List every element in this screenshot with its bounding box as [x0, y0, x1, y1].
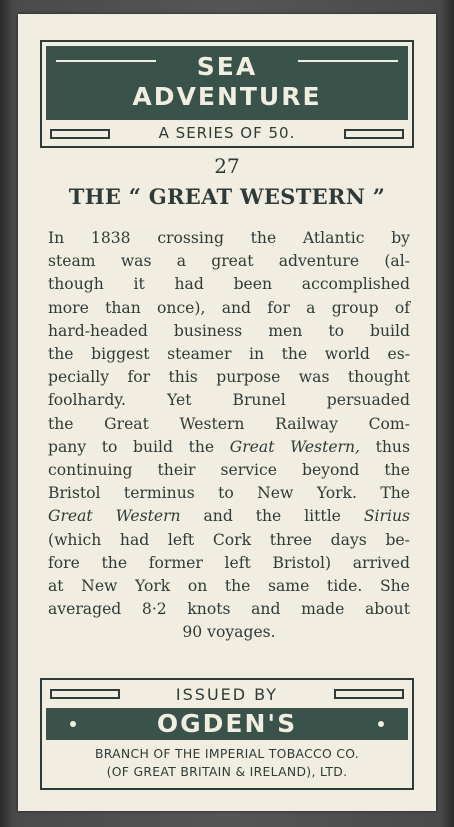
body-line: [48, 389, 410, 412]
body-word: accomplished: [301, 275, 410, 294]
body-word: adventure: [278, 252, 360, 271]
body-word: to: [328, 321, 344, 340]
body-word: in: [248, 345, 265, 364]
body-word: terminus: [123, 484, 195, 503]
body-word: continuing: [48, 461, 133, 480]
body-word: days: [330, 530, 367, 549]
body-word: made: [301, 600, 345, 619]
body-word: left: [167, 530, 195, 549]
body-word: New: [81, 577, 118, 596]
body-word: (which: [48, 530, 102, 549]
body-line: [48, 366, 410, 389]
body-word: and: [221, 298, 252, 317]
body-word: crossing: [157, 229, 224, 247]
body-word: for: [127, 368, 151, 387]
body-word: on: [187, 577, 208, 596]
body-word: was: [298, 368, 330, 387]
body-word: Bristol: [48, 484, 101, 503]
body-word: the: [48, 414, 74, 433]
body-word: former: [148, 553, 203, 572]
body-word: the: [255, 507, 282, 526]
body-word: Bristol): [272, 553, 332, 572]
body-word: and: [251, 600, 281, 619]
body-word: though: [48, 275, 104, 294]
body-word: a: [306, 298, 316, 317]
body-word: pany: [48, 437, 87, 456]
body-word: beyond: [301, 461, 360, 480]
body-word: Brunel: [232, 391, 286, 410]
header-title-block: [46, 46, 408, 120]
body-word: the: [250, 229, 277, 247]
body-word: a: [176, 252, 187, 271]
body-word: 1838: [90, 229, 131, 247]
body-line: [48, 343, 410, 366]
body-word: build: [370, 321, 410, 340]
body-word: be-: [385, 530, 410, 549]
body-word: men: [268, 321, 303, 340]
body-word: this: [168, 368, 198, 387]
body-word: was: [120, 252, 152, 271]
cigarette-card: [18, 14, 436, 811]
title-line-2: ADVENTURE: [132, 82, 322, 111]
body-word: thought: [347, 368, 410, 387]
body-line: [48, 529, 410, 552]
body-word: business: [173, 321, 243, 340]
body-word: knots: [187, 600, 231, 619]
body-word: pecially: [48, 368, 110, 387]
body-line: [48, 621, 410, 644]
body-word: Western,: [290, 437, 361, 456]
body-line: [48, 552, 410, 575]
body-word: New: [257, 484, 294, 503]
company-banner: [46, 708, 408, 740]
body-word: the: [48, 345, 74, 364]
body-word: by: [391, 229, 410, 247]
body-word: their: [157, 461, 196, 480]
body-word: the: [188, 437, 215, 456]
body-word: it: [133, 275, 145, 294]
issued-by-label: ISSUED BY: [175, 685, 279, 704]
body-word: es-: [387, 345, 410, 364]
body-line: [48, 505, 410, 528]
body-word: same: [268, 577, 310, 596]
body-word: than: [105, 298, 141, 317]
body-word: purpose: [216, 368, 281, 387]
body-word: York: [135, 577, 171, 596]
body-word: build: [133, 437, 173, 456]
body-word: tide.: [326, 577, 363, 596]
company-name: OGDEN'S: [156, 709, 298, 738]
body-word: fore: [48, 553, 80, 572]
series-row: [46, 124, 408, 144]
body-line: [48, 413, 410, 436]
body-word: steam: [48, 252, 96, 271]
body-word: averaged: [48, 600, 122, 619]
title-line-1: SEA: [196, 52, 258, 81]
body-line: [48, 598, 410, 621]
body-word: left: [224, 553, 251, 572]
body-word: more: [48, 298, 89, 317]
body-word: to: [218, 484, 234, 503]
body-line: [48, 320, 410, 343]
body-word: 90 voyages.: [182, 623, 276, 642]
body-word: steamer: [167, 345, 232, 364]
body-word: She: [379, 577, 410, 596]
body-word: 8·2: [141, 600, 167, 619]
body-line: [48, 482, 410, 505]
body-word: great: [211, 252, 254, 271]
body-word: been: [233, 275, 273, 294]
body-word: arrived: [352, 553, 410, 572]
body-word: at: [48, 577, 64, 596]
body-word: the: [384, 461, 410, 480]
body-word: Western: [179, 414, 245, 433]
body-line: [48, 250, 410, 273]
body-word: The: [380, 484, 410, 503]
body-word: York.: [316, 484, 357, 503]
body-word: biggest: [91, 345, 150, 364]
body-word: Cork: [212, 530, 252, 549]
body-word: In: [48, 229, 65, 247]
body-word: of: [394, 298, 410, 317]
body-word: to: [101, 437, 118, 456]
branch-line-1: BRANCH OF THE IMPERIAL TOBACCO CO.: [94, 746, 360, 761]
body-line: [48, 273, 410, 296]
body-word: Sirius: [363, 507, 410, 526]
body-word: service: [220, 461, 277, 480]
body-word: persuaded: [326, 391, 410, 410]
body-word: Yet: [167, 391, 192, 410]
body-word: had: [174, 275, 204, 294]
body-word: three: [269, 530, 312, 549]
body-word: Com-: [368, 414, 410, 433]
body-word: little: [304, 507, 341, 526]
body-word: Atlantic: [302, 229, 365, 247]
body-word: once),: [157, 298, 206, 317]
card-heading: THE “ GREAT WESTERN ”: [68, 184, 386, 209]
footer-panel: [40, 678, 414, 790]
body-line: [48, 227, 410, 250]
issued-row: [46, 684, 408, 706]
body-word: the: [101, 553, 128, 572]
body-word: and: [203, 507, 233, 526]
body-line: [48, 436, 410, 459]
body-word: Great: [104, 414, 149, 433]
body-word: about: [365, 600, 410, 619]
body-word: thus: [375, 437, 410, 456]
body-word: world: [324, 345, 370, 364]
header-panel: [40, 40, 414, 148]
body-word: the: [224, 577, 251, 596]
body-line: [48, 459, 410, 482]
body-word: Great: [48, 507, 93, 526]
body-word: for: [267, 298, 290, 317]
body-word: Western: [115, 507, 181, 526]
description-text: [48, 227, 410, 645]
body-word: foolhardy.: [48, 391, 127, 410]
body-word: Railway: [275, 414, 338, 433]
body-line: [48, 575, 410, 598]
card-number: 27: [214, 154, 240, 178]
series-label: A SERIES OF 50.: [158, 124, 296, 142]
body-word: Great: [229, 437, 275, 456]
body-word: (al-: [384, 252, 410, 271]
body-word: hard-headed: [48, 321, 148, 340]
body-word: had: [119, 530, 150, 549]
branch-line-2: (OF GREAT BRITAIN & IRELAND), LTD.: [106, 764, 348, 779]
body-word: the: [281, 345, 308, 364]
body-line: [48, 297, 410, 320]
body-word: group: [331, 298, 379, 317]
